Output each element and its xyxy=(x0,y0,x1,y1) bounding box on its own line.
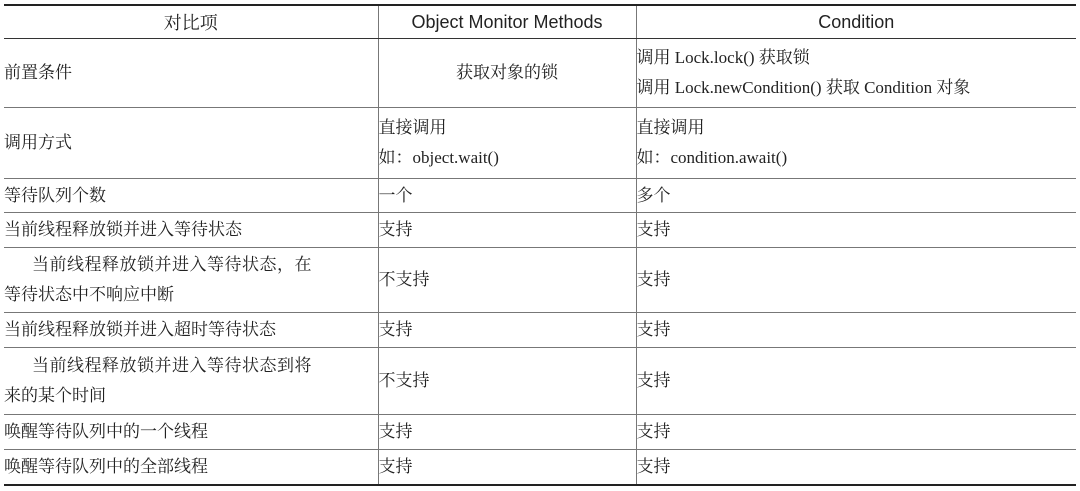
condition-cell xyxy=(636,108,1076,179)
feature-cell xyxy=(4,213,378,248)
condition-cell xyxy=(636,248,1076,313)
cell-text: 调用 Lock.lock() 获取锁 xyxy=(636,48,810,67)
cell-text: 支持 xyxy=(636,220,671,239)
cell-text: 唤醒等待队列中的全部线程 xyxy=(4,457,208,476)
cell-text: 支持 xyxy=(636,270,671,289)
condition-cell xyxy=(636,39,1076,108)
feature-cell xyxy=(4,313,378,348)
cell-text: 支持 xyxy=(636,422,671,441)
cell-text: 当前线程释放锁并进入超时等待状态 xyxy=(4,320,276,339)
condition-cell xyxy=(636,213,1076,248)
cell-text: 支持 xyxy=(636,457,671,476)
cell-text: 直接调用 xyxy=(378,118,447,137)
table-row xyxy=(4,348,1076,415)
table-row xyxy=(4,213,1076,248)
feature-cell xyxy=(4,108,378,179)
comparison-table xyxy=(4,4,1076,486)
condition-cell xyxy=(636,313,1076,348)
monitor-cell xyxy=(378,108,636,179)
cell-text: 调用 Lock.newCondition() 获取 Condition 对象 xyxy=(636,78,971,97)
cell-text: 获取对象的锁 xyxy=(456,63,558,82)
table-row xyxy=(4,39,1076,108)
monitor-cell xyxy=(378,415,636,450)
cell-text: 支持 xyxy=(636,371,671,390)
cell-text: 不支持 xyxy=(378,371,430,390)
header-feature: 对比项 xyxy=(4,5,378,39)
table-row xyxy=(4,179,1076,213)
cell-text: 当前线程释放锁并进入等待状态 xyxy=(4,220,242,239)
cell-text: 支持 xyxy=(378,457,413,476)
table-row xyxy=(4,248,1076,313)
monitor-cell xyxy=(378,213,636,248)
cell-text: 不支持 xyxy=(378,270,430,289)
table-row xyxy=(4,313,1076,348)
monitor-cell xyxy=(378,313,636,348)
cell-text: 支持 xyxy=(378,320,413,339)
monitor-cell xyxy=(378,450,636,486)
cell-text: 等待状态中不响应中断 xyxy=(4,285,174,304)
feature-cell xyxy=(4,39,378,108)
table-header-row xyxy=(4,5,1076,39)
feature-cell xyxy=(4,450,378,486)
cell-text: 支持 xyxy=(378,422,413,441)
cell-text: 调用方式 xyxy=(4,133,72,152)
feature-cell xyxy=(4,179,378,213)
header-object-monitor-methods: Object Monitor Methods xyxy=(378,5,636,39)
monitor-cell xyxy=(378,39,636,108)
cell-text: 多个 xyxy=(636,185,671,205)
table-row xyxy=(4,415,1076,450)
header-condition: Condition xyxy=(636,5,1076,39)
cell-text: 等待队列个数 xyxy=(4,185,106,205)
condition-cell xyxy=(636,179,1076,213)
monitor-cell xyxy=(378,179,636,213)
monitor-cell xyxy=(378,248,636,313)
condition-cell xyxy=(636,450,1076,486)
feature-cell xyxy=(4,348,378,415)
condition-cell xyxy=(636,348,1076,415)
table-row xyxy=(4,108,1076,179)
cell-text: 唤醒等待队列中的一个线程 xyxy=(4,422,208,441)
condition-cell xyxy=(636,415,1076,450)
feature-cell xyxy=(4,415,378,450)
cell-text: 一个 xyxy=(378,185,413,205)
cell-text: 来的某个时间 xyxy=(4,386,106,405)
feature-cell xyxy=(4,248,378,313)
cell-text: 直接调用 xyxy=(636,118,705,137)
cell-text: 如：condition.await() xyxy=(636,148,788,167)
monitor-cell xyxy=(378,348,636,415)
cell-text: 前置条件 xyxy=(4,63,72,82)
table-row xyxy=(4,450,1076,486)
cell-text: 当前线程释放锁并进入等待状态，在 xyxy=(32,255,312,274)
cell-text: 如：object.wait() xyxy=(378,148,499,167)
cell-text: 支持 xyxy=(378,220,413,239)
cell-text: 当前线程释放锁并进入等待状态到将 xyxy=(32,356,312,375)
cell-text: 支持 xyxy=(636,320,671,339)
